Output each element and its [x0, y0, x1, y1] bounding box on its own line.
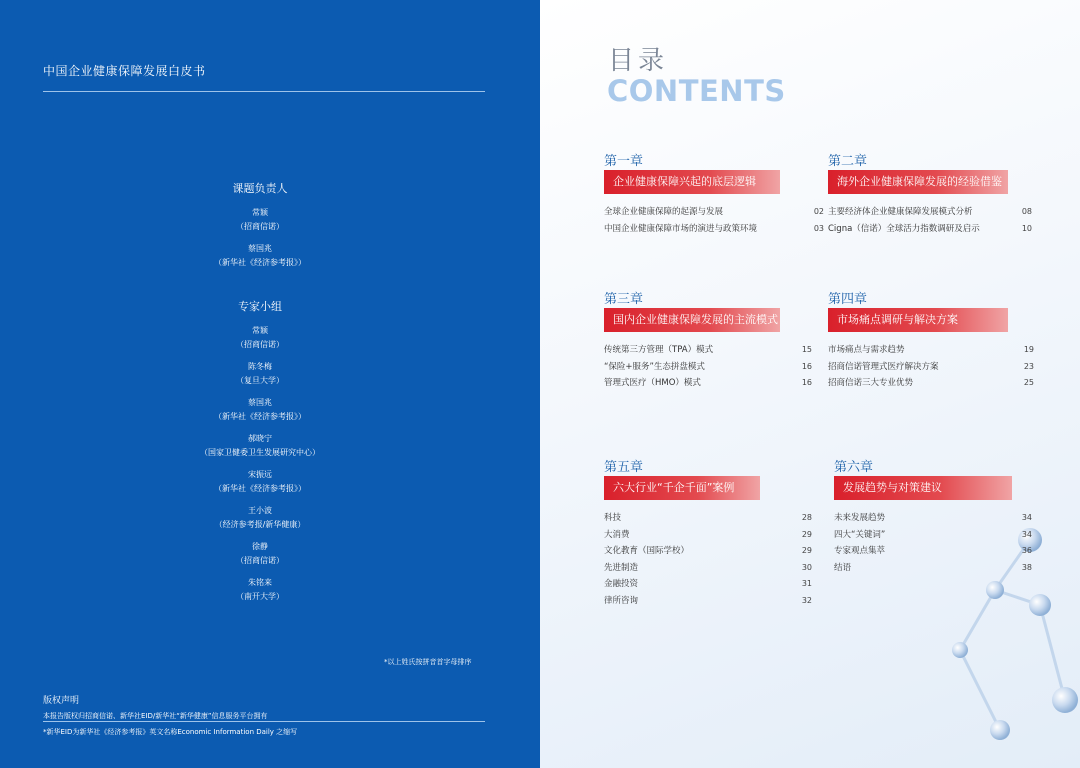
toc-page-number: 02 [813, 207, 824, 216]
toc-page-number: 31 [801, 579, 812, 588]
toc-page-number: 34 [1021, 513, 1032, 522]
toc-entry-label: 未来发展趋势 [834, 513, 886, 523]
person-entry [10, 540, 510, 568]
person-org: （招商信诺） [236, 556, 284, 565]
toc-entry[interactable] [828, 359, 1034, 376]
toc-entry-label: 中国企业健康保障市场的演进与政策环境 [604, 223, 758, 234]
sort-note: *以上姓氏按拼音首字母排序 [384, 658, 472, 666]
toc-entry[interactable] [834, 527, 1032, 544]
toc-entry-label: Cigna（信诺）全球活力指数调研及启示 [828, 223, 980, 234]
person-name: 常颖 [252, 208, 268, 217]
toc-entry[interactable] [828, 342, 1034, 359]
toc-page-number: 23 [1023, 361, 1034, 371]
toc-entry-label: 专家观点集萃 [834, 546, 886, 556]
person-entry [10, 206, 510, 234]
copyright-heading: 版权声明 [43, 696, 80, 706]
chapter-title[interactable]: 六大行业“千企千面”案例 [604, 476, 760, 500]
toc-entry[interactable] [604, 560, 812, 577]
divider [43, 91, 485, 92]
chapter-title[interactable]: 国内企业健康保障发展的主流模式 [604, 308, 780, 332]
toc-entry-label: “保险+服务”生态拼盘模式 [604, 361, 705, 372]
chapter-title[interactable]: 市场痛点调研与解决方案 [828, 308, 1008, 332]
toc-entry-label: 科技 [604, 513, 622, 523]
chapter-1 [604, 150, 824, 237]
toc-entry-label: 招商信诺管理式医疗解决方案 [828, 361, 939, 372]
toc-page-number: 16 [801, 361, 812, 371]
person-name: 宋振远 [248, 470, 272, 479]
person-entry [10, 468, 510, 496]
chapter-title[interactable]: 企业健康保障兴起的底层逻辑 [604, 170, 780, 194]
toc-entry[interactable] [834, 560, 1032, 577]
person-org: （招商信诺） [236, 222, 284, 231]
person-entry [10, 242, 510, 270]
toc-entry-label: 管理式医疗（HMO）模式 [604, 378, 701, 388]
person-org: （国家卫健委卫生发展研究中心） [200, 448, 320, 457]
toc-entry[interactable] [604, 342, 812, 359]
experts-heading: 专家小组 [238, 300, 282, 313]
person-org: （新华社《经济参考报》） [214, 412, 306, 421]
toc-entry[interactable] [604, 359, 812, 376]
person-org: （经济参考报/新华健康） [214, 520, 306, 529]
divider [43, 721, 485, 722]
toc-entry[interactable] [834, 510, 1032, 527]
leaders-heading: 课题负责人 [232, 182, 288, 195]
toc-entry[interactable] [604, 593, 812, 610]
toc-entry-label: 招商信诺三大专业优势 [828, 378, 914, 388]
toc-entry[interactable] [834, 543, 1032, 560]
toc-entry[interactable] [828, 221, 1032, 238]
toc-entry-label: 市场痛点与需求趋势 [828, 345, 905, 355]
chapter-number: 第四章 [828, 292, 868, 307]
toc-page-number: 16 [801, 378, 812, 387]
chapter-number: 第二章 [828, 154, 868, 169]
toc-entry-label: 传统第三方管理（TPA）模式 [604, 345, 714, 355]
person-name: 郝晓宁 [248, 434, 272, 443]
toc-page-number: 03 [813, 223, 824, 233]
chapter-2 [828, 150, 1032, 237]
toc-entry[interactable] [828, 204, 1032, 221]
chapter-3 [604, 288, 812, 392]
toc-page-number: 30 [801, 562, 812, 572]
chapter-4 [828, 288, 1034, 392]
toc-entry-label: 结语 [834, 562, 852, 573]
person-entry [10, 504, 510, 532]
toc-entry-label: 大消费 [604, 529, 630, 540]
toc-entry[interactable] [604, 527, 812, 544]
chapter-5 [604, 456, 812, 609]
person-org: （招商信诺） [236, 340, 284, 349]
chapter-number: 第三章 [604, 292, 644, 307]
contents-panel [540, 0, 1080, 768]
person-name: 徐静 [252, 542, 268, 551]
person-name: 王小波 [248, 506, 272, 515]
person-org: （新华社《经济参考报》） [214, 484, 306, 493]
toc-page-number: 34 [1021, 529, 1032, 539]
person-org: （复旦大学） [236, 376, 284, 385]
person-org: （新华社《经济参考报》） [214, 258, 306, 267]
person-entry [10, 396, 510, 424]
toc-page-number: 36 [1021, 546, 1032, 555]
person-entry [10, 576, 510, 604]
person-entry [10, 324, 510, 352]
experts-section [10, 298, 510, 612]
toc-entry-label: 文化教育（国际学校） [604, 546, 690, 556]
toc-page-number: 32 [801, 595, 812, 605]
toc-page-number: 15 [801, 345, 812, 354]
toc-entry-label: 金融投资 [604, 579, 639, 589]
toc-entry-label: 律所咨询 [604, 595, 639, 606]
toc-page-number: 38 [1021, 562, 1032, 572]
contents-title-cn: 目录 [608, 46, 669, 76]
toc-page-number: 19 [1023, 345, 1034, 354]
chapter-title[interactable]: 发展趋势与对策建议 [834, 476, 1012, 500]
toc-entry[interactable] [604, 204, 824, 221]
report-title: 中国企业健康保障发展白皮书 [43, 64, 206, 78]
copyright-text: 本报告版权归招商信诺、新华社EID/新华社“新华健康”信息服务平台拥有 [43, 712, 268, 720]
toc-entry[interactable] [604, 510, 812, 527]
leaders-section [10, 180, 510, 278]
toc-entry-label: 四大“关键词” [834, 529, 886, 540]
chapter-title[interactable]: 海外企业健康保障发展的经验借鉴 [828, 170, 1008, 194]
toc-entry-label: 全球企业健康保障的起源与发展 [604, 207, 724, 217]
person-entry [10, 360, 510, 388]
toc-page-number: 29 [801, 529, 812, 539]
person-name: 朱铭来 [248, 578, 272, 587]
toc-page-number: 10 [1021, 223, 1032, 233]
chapter-number: 第六章 [834, 460, 874, 475]
person-name: 蔡国兆 [248, 244, 272, 253]
toc-entry-label: 主要经济体企业健康保障发展模式分析 [828, 207, 973, 217]
toc-entry-label: 先进制造 [604, 562, 639, 573]
toc-page-number: 28 [801, 513, 812, 522]
person-name: 陈冬梅 [248, 362, 272, 371]
toc-entry[interactable] [604, 543, 812, 560]
toc-page-number: 25 [1023, 378, 1034, 387]
toc-page-number: 08 [1021, 207, 1032, 216]
chapter-number: 第一章 [604, 154, 644, 169]
toc-entry[interactable] [828, 375, 1034, 392]
chapter-6 [834, 456, 1032, 576]
toc-entry[interactable] [604, 221, 824, 238]
contents-title-en: CONTENTS [607, 74, 786, 108]
toc-entry[interactable] [604, 576, 812, 593]
person-name: 蔡国兆 [248, 398, 272, 407]
eid-footnote: *新华EID为新华社《经济参考报》英文名称Economic Information Daily 之缩写 [43, 728, 298, 736]
toc-page-number: 29 [801, 546, 812, 555]
person-org: （南开大学） [236, 592, 284, 601]
person-name: 常颖 [252, 326, 268, 335]
toc-entry[interactable] [604, 375, 812, 392]
person-entry [10, 432, 510, 460]
chapter-number: 第五章 [604, 460, 644, 475]
